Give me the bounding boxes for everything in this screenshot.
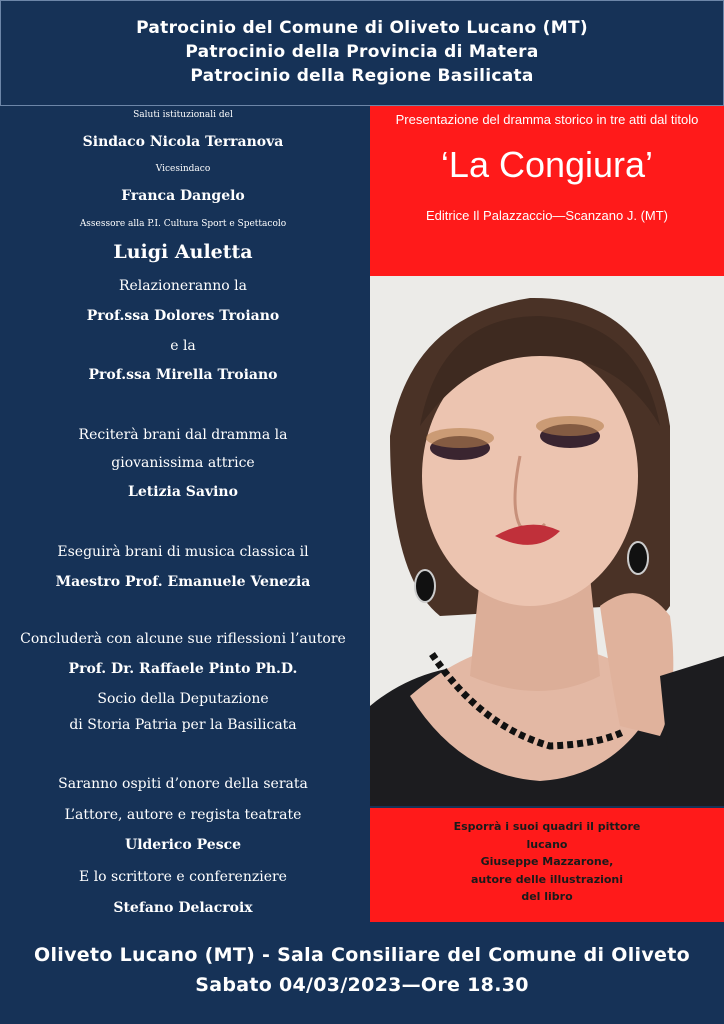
exhibit-line-2: lucano [526,837,568,851]
actress-portrait-image [370,276,724,806]
speakers-label: Relazioneranno la [118,278,247,294]
greetings-label: Saluti istituzionali del [133,110,233,120]
author-role-1: Socio della Deputazione [97,691,269,707]
event-datetime: Sabato 04/03/2023—Ore 18.30 [195,974,529,996]
speakers-connector: e la [170,338,196,354]
councillor-label: Assessore alla P.I. Cultura Sport e Spettacolo [79,219,287,229]
portrait-illustration [370,276,724,806]
event-footer [0,940,724,1000]
patronage-line-regione: Patrocinio della Regione Basilicata [190,66,534,86]
exhibit-panel [370,808,724,922]
councillor-name: Luigi Auletta [113,241,253,263]
exhibit-line-4: autore delle illustrazioni [470,872,624,886]
exhibit-line-1: Esporrà i suoi quadri il pittore [453,820,641,833]
vice-label: Vicesindaco [155,164,211,174]
speaker-1: Prof.ssa Dolores Troiano [86,308,280,324]
program-column [0,106,366,928]
patronage-line-comune: Patrocinio del Comune di Oliveto Lucano (MT) [136,18,588,38]
exhibit-line-5: del libro [521,890,573,903]
exhibit-line-3: Giuseppe Mazzarone, [480,855,614,868]
mayor-name: Sindaco Nicola Terranova [82,134,284,150]
reading-label-1: Reciterà brani dal dramma la [78,427,288,443]
guest-2-name: Stefano Delacroix [113,900,253,916]
reading-label-2: giovanissima attrice [111,455,255,471]
patronage-header [0,0,724,106]
guest-1-label: L’attore, autore e regista teatrate [64,807,302,823]
author-role-2: di Storia Patria per la Basilicata [69,717,297,733]
guests-label: Saranno ospiti d’onore della serata [58,776,308,792]
author-name: Prof. Dr. Raffaele Pinto Ph.D. [68,661,298,677]
guest-2-label: E lo scrittore e conferenziere [79,869,287,885]
book-title: ‘La Congiura’ [440,144,654,185]
event-venue: Oliveto Lucano (MT) - Sala Consiliare del Comune di Oliveto [34,944,690,966]
musician-name: Maestro Prof. Emanuele Venezia [55,574,311,590]
patronage-line-provincia: Patrocinio della Provincia di Matera [185,42,539,62]
book-panel [370,106,724,276]
music-label: Eseguirà brani di musica classica il [57,544,309,560]
guest-1-name: Ulderico Pesce [124,837,242,853]
closing-label: Concluderà con alcune sue riflessioni l’autore [20,631,346,647]
actress-name: Letizia Savino [128,484,238,500]
book-intro: Presentazione del dramma storico in tre atti dal titolo [395,112,699,127]
book-publisher: Editrice Il Palazzaccio—Scanzano J. (MT) [425,208,669,223]
vice-name: Franca Dangelo [121,188,245,204]
speaker-2: Prof.ssa Mirella Troiano [88,367,278,383]
